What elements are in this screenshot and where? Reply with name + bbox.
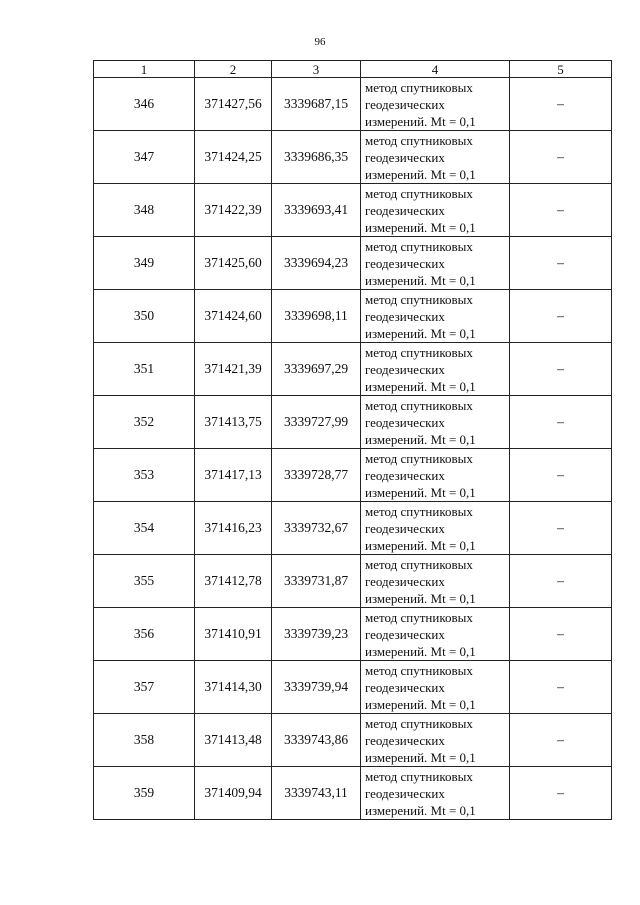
y-coordinate-cell: 3339732,67 [272, 502, 361, 555]
method-cell [361, 714, 510, 767]
method-cell [361, 396, 510, 449]
table-row [94, 237, 612, 290]
method-text-line: метод спутниковых [365, 503, 473, 519]
method-cell [361, 131, 510, 184]
method-text-line: измерений. Mt = 0,1 [365, 696, 476, 712]
method-text-line: измерений. Mt = 0,1 [365, 537, 476, 553]
table-row [94, 555, 612, 608]
point-number-cell: 349 [94, 237, 195, 290]
method-text-line: метод спутниковых [365, 238, 473, 254]
method-cell [361, 608, 510, 661]
table-row [94, 449, 612, 502]
method-text-line: метод спутниковых [365, 450, 473, 466]
method-cell [361, 449, 510, 502]
dash-cell: – [510, 396, 612, 449]
method-text-line: метод спутниковых [365, 662, 473, 678]
dash-cell: – [510, 343, 612, 396]
method-text-line: метод спутниковых [365, 609, 473, 625]
dash-cell: – [510, 290, 612, 343]
y-coordinate-cell: 3339698,11 [272, 290, 361, 343]
x-coordinate-cell: 371413,48 [195, 714, 272, 767]
point-number-cell: 351 [94, 343, 195, 396]
method-text-line: метод спутниковых [365, 768, 473, 784]
method-text-line: геодезических [365, 149, 445, 165]
method-text-line: геодезических [365, 467, 445, 483]
dash-cell: – [510, 608, 612, 661]
method-cell [361, 661, 510, 714]
column-header-3: 3 [272, 61, 361, 78]
method-text-line: метод спутниковых [365, 344, 473, 360]
point-number-cell: 350 [94, 290, 195, 343]
method-text-line: метод спутниковых [365, 715, 473, 731]
y-coordinate-cell: 3339739,23 [272, 608, 361, 661]
method-text-line: измерений. Mt = 0,1 [365, 431, 476, 447]
x-coordinate-cell: 371412,78 [195, 555, 272, 608]
point-number-cell: 356 [94, 608, 195, 661]
table-row [94, 396, 612, 449]
method-cell [361, 290, 510, 343]
method-cell [361, 78, 510, 131]
method-text-line: геодезических [365, 202, 445, 218]
page-number: 96 [314, 36, 326, 48]
point-number-cell: 358 [94, 714, 195, 767]
dash-cell: – [510, 449, 612, 502]
y-coordinate-cell: 3339731,87 [272, 555, 361, 608]
method-text-line: геодезических [365, 785, 445, 801]
column-header-4: 4 [361, 61, 510, 78]
dash-cell: – [510, 714, 612, 767]
y-coordinate-cell: 3339743,11 [272, 767, 361, 820]
column-header-1: 1 [94, 61, 195, 78]
method-text-line: геодезических [365, 626, 445, 642]
x-coordinate-cell: 371424,60 [195, 290, 272, 343]
method-text-line: геодезических [365, 308, 445, 324]
method-text-line: геодезических [365, 361, 445, 377]
method-cell [361, 237, 510, 290]
y-coordinate-cell: 3339727,99 [272, 396, 361, 449]
method-text-line: метод спутниковых [365, 556, 473, 572]
dash-cell: – [510, 767, 612, 820]
method-text-line: геодезических [365, 255, 445, 271]
y-coordinate-cell: 3339743,86 [272, 714, 361, 767]
x-coordinate-cell: 371421,39 [195, 343, 272, 396]
method-text-line: измерений. Mt = 0,1 [365, 643, 476, 659]
table-row [94, 502, 612, 555]
method-text-line: геодезических [365, 573, 445, 589]
x-coordinate-cell: 371422,39 [195, 184, 272, 237]
method-text-line: метод спутниковых [365, 132, 473, 148]
x-coordinate-cell: 371427,56 [195, 78, 272, 131]
dash-cell: – [510, 555, 612, 608]
column-header-2: 2 [195, 61, 272, 78]
y-coordinate-cell: 3339693,41 [272, 184, 361, 237]
point-number-cell: 354 [94, 502, 195, 555]
table-row [94, 767, 612, 820]
method-text-line: геодезических [365, 732, 445, 748]
dash-cell: – [510, 131, 612, 184]
dash-cell: – [510, 661, 612, 714]
table-row [94, 661, 612, 714]
method-text-line: измерений. Mt = 0,1 [365, 590, 476, 606]
dash-cell: – [510, 78, 612, 131]
x-coordinate-cell: 371417,13 [195, 449, 272, 502]
y-coordinate-cell: 3339687,15 [272, 78, 361, 131]
point-number-cell: 352 [94, 396, 195, 449]
method-text-line: геодезических [365, 520, 445, 536]
table-row [94, 714, 612, 767]
method-text-line: метод спутниковых [365, 291, 473, 307]
y-coordinate-cell: 3339728,77 [272, 449, 361, 502]
x-coordinate-cell: 371425,60 [195, 237, 272, 290]
table-row [94, 131, 612, 184]
point-number-cell: 346 [94, 78, 195, 131]
method-text-line: метод спутниковых [365, 79, 473, 95]
point-number-cell: 359 [94, 767, 195, 820]
x-coordinate-cell: 371410,91 [195, 608, 272, 661]
y-coordinate-cell: 3339694,23 [272, 237, 361, 290]
coordinates-table [93, 60, 612, 820]
point-number-cell: 355 [94, 555, 195, 608]
method-text-line: измерений. Mt = 0,1 [365, 749, 476, 765]
point-number-cell: 347 [94, 131, 195, 184]
x-coordinate-cell: 371413,75 [195, 396, 272, 449]
table-row [94, 184, 612, 237]
point-number-cell: 348 [94, 184, 195, 237]
method-text-line: измерений. Mt = 0,1 [365, 484, 476, 500]
dash-cell: – [510, 502, 612, 555]
x-coordinate-cell: 371414,30 [195, 661, 272, 714]
table-header-row [94, 61, 612, 78]
point-number-cell: 353 [94, 449, 195, 502]
method-cell [361, 184, 510, 237]
method-text-line: измерений. Mt = 0,1 [365, 325, 476, 341]
table-row [94, 78, 612, 131]
method-text-line: геодезических [365, 679, 445, 695]
method-cell [361, 767, 510, 820]
y-coordinate-cell: 3339739,94 [272, 661, 361, 714]
method-text-line: измерений. Mt = 0,1 [365, 378, 476, 394]
method-text-line: геодезических [365, 414, 445, 430]
method-text-line: измерений. Mt = 0,1 [365, 166, 476, 182]
x-coordinate-cell: 371424,25 [195, 131, 272, 184]
method-text-line: измерений. Mt = 0,1 [365, 802, 476, 818]
point-number-cell: 357 [94, 661, 195, 714]
column-header-5: 5 [510, 61, 612, 78]
method-text-line: измерений. Mt = 0,1 [365, 272, 476, 288]
method-text-line: измерений. Mt = 0,1 [365, 113, 476, 129]
table-body [94, 78, 612, 820]
table-row [94, 608, 612, 661]
method-cell [361, 555, 510, 608]
method-text-line: метод спутниковых [365, 185, 473, 201]
method-cell [361, 343, 510, 396]
method-text-line: геодезических [365, 96, 445, 112]
table-row [94, 343, 612, 396]
method-text-line: измерений. Mt = 0,1 [365, 219, 476, 235]
x-coordinate-cell: 371409,94 [195, 767, 272, 820]
dash-cell: – [510, 184, 612, 237]
x-coordinate-cell: 371416,23 [195, 502, 272, 555]
method-text-line: метод спутниковых [365, 397, 473, 413]
y-coordinate-cell: 3339686,35 [272, 131, 361, 184]
y-coordinate-cell: 3339697,29 [272, 343, 361, 396]
table-row [94, 290, 612, 343]
dash-cell: – [510, 237, 612, 290]
method-cell [361, 502, 510, 555]
